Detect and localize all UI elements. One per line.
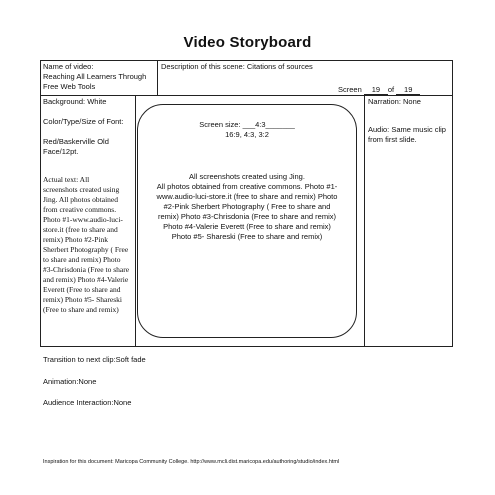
- header-divider: [157, 60, 158, 95]
- screen-text: [137, 172, 357, 242]
- font-value: [43, 137, 109, 157]
- screen-text-line: Photo #5- Shareski (Free to share and remix): [171, 232, 323, 241]
- screen-total: 19: [396, 85, 420, 95]
- screen-text-line: Photo #4-Valerie Everett (Free to share and remix): [163, 222, 331, 231]
- actual-text-line: Photo #1-www.audio-luci-: [43, 215, 123, 224]
- font-value-2: Face/12pt.: [43, 147, 79, 156]
- audio-line-1: Audio: Same music clip: [368, 125, 446, 134]
- video-name-value-2: Free Web Tools: [43, 82, 96, 91]
- actual-text-line: remix) Photo #2-Pink: [43, 235, 108, 244]
- actual-text-line: to share and remix) Photo: [43, 255, 121, 264]
- screen-current: 19: [364, 85, 388, 95]
- screen-text-line: www.audio-luci-store.it (free to share and remix) Photo: [156, 192, 338, 201]
- actual-text-line: Everett (Free to share and: [43, 285, 121, 294]
- screen-text-line: #2-Pink Sherbert Photography ( Free to share and: [163, 202, 331, 211]
- header-bottom-line: [40, 95, 453, 96]
- actual-text: [43, 175, 135, 315]
- video-name-value-1: Reaching All Learners Through: [43, 72, 147, 81]
- narration: Narration: None: [368, 97, 421, 106]
- audio-info: [368, 125, 446, 145]
- screen-text-line: remix) Photo #3-Chrisdonia (Free to share and remix): [158, 212, 336, 221]
- screen-label: Screen: [338, 85, 362, 94]
- page-title: Video Storyboard: [183, 34, 312, 51]
- actual-text-line: #3-Chrisdonia (Free to share: [43, 265, 130, 274]
- animation-note: Animation:None: [43, 377, 97, 386]
- background-info: Background: White: [43, 97, 107, 106]
- actual-text-line: Sherbert Photography ( Free: [43, 245, 129, 254]
- actual-text-line: from creative commons.: [43, 205, 117, 214]
- screen-of: of: [387, 85, 395, 94]
- interaction-note: Audience Interaction:None: [43, 398, 132, 407]
- actual-text-line: screenshots created using: [43, 185, 120, 194]
- screen-text-line: All screenshots created using Jing.: [189, 172, 305, 181]
- video-name-label: Name of video:: [43, 62, 94, 71]
- scene-description: Description of this scene: Citations of sources: [161, 62, 313, 71]
- actual-text-line: remix) Photo #5- Shareski: [43, 295, 122, 304]
- inspiration-note: Inspiration for this document: Maricopa Community College. http://www.mcli.dist.maricopa.edu/authoring/studio/index.html: [43, 459, 340, 465]
- actual-text-line: Jing. All photos obtained: [43, 195, 118, 204]
- screen-counter: [338, 85, 420, 95]
- screen-size-line-1: Screen size: ___4:3_______: [199, 120, 295, 129]
- transition-note: Transition to next clip:Soft fade: [43, 355, 146, 364]
- screen-size-line-2: 16:9, 4:3, 3:2: [225, 130, 269, 139]
- left-column-divider: [135, 95, 136, 347]
- screen-size: [137, 120, 357, 140]
- actual-text-line: and remix) Photo #4-Valerie: [43, 275, 129, 284]
- actual-text-line: (Free to share and remix): [43, 305, 119, 314]
- right-column-divider: [364, 95, 365, 347]
- actual-text-line: Actual text: All: [43, 175, 90, 184]
- font-label: Color/Type/Size of Font:: [43, 117, 124, 126]
- video-name-block: [43, 62, 146, 92]
- audio-line-2: from first slide.: [368, 135, 417, 144]
- font-value-1: Red/Baskerville Old: [43, 137, 109, 146]
- actual-text-line: store.it (free to share and: [43, 225, 118, 234]
- screen-text-line: All photos obtained from creative commons. Photo #1-: [156, 182, 338, 191]
